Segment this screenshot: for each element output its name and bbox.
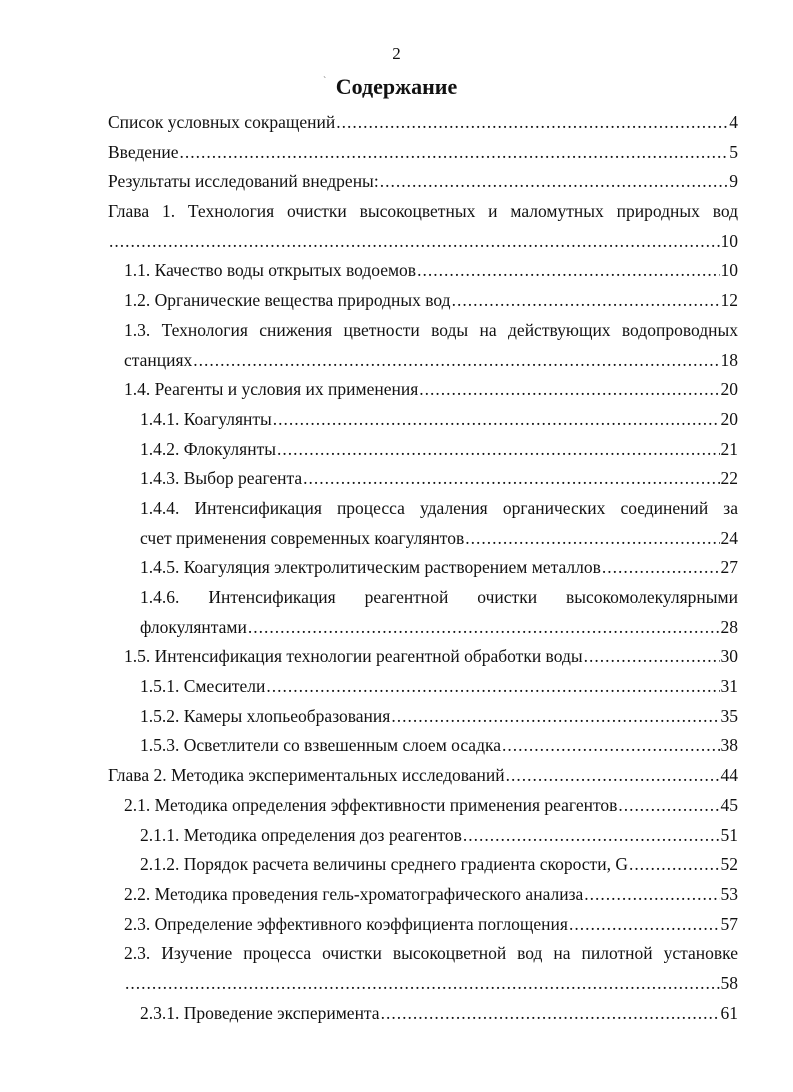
toc-entry-title: 1.4. Реагенты и условия их применения xyxy=(124,379,419,400)
toc-entry-page: 5 xyxy=(729,141,738,162)
toc-entry xyxy=(108,108,738,138)
toc-entry-page: 31 xyxy=(720,676,738,697)
page-number: 2 xyxy=(392,44,401,63)
page-title: Содержание xyxy=(335,74,458,99)
toc-entry-page: 51 xyxy=(720,824,738,845)
toc-entry-title: 1.5.2. Камеры хлопьеобразования xyxy=(140,705,391,726)
toc-entry xyxy=(108,672,738,702)
toc-entry-title: 1.4.5. Коагуляция электролитическим растворением металлов xyxy=(140,557,601,578)
toc-entry xyxy=(108,138,738,168)
toc-leader xyxy=(502,731,720,761)
toc-entry-title: 2.1. Методика определения эффективности применения реагентов xyxy=(124,794,618,815)
toc-entry-page: 10 xyxy=(720,260,738,281)
toc-entry-title: 1.4.3. Выбор реагента xyxy=(140,468,303,489)
toc-entry-title-line1: 1.4.4. Интенсификация процесса удаления органических соединений за xyxy=(140,497,738,518)
toc-entry-title: 2.2. Методика проведения гель-хроматографического анализа xyxy=(124,883,584,904)
toc-entry-title: 2.3.1. Проведение эксперимента xyxy=(140,1002,380,1023)
toc-entry-page: 52 xyxy=(720,854,738,875)
toc-entry-title-line2: станциях xyxy=(124,349,193,370)
toc-entry-title: 2.1.2. Порядок расчета величины среднего градиента скорости, G xyxy=(140,854,628,875)
toc-entry xyxy=(108,821,738,851)
toc-entry xyxy=(108,910,738,940)
toc-entry-title: 1.1. Качество воды открытых водоемов xyxy=(124,260,417,281)
toc-leader xyxy=(391,702,719,732)
toc-leader xyxy=(193,346,719,376)
toc-entry xyxy=(108,761,738,791)
toc-leader xyxy=(569,910,720,940)
toc-leader xyxy=(109,227,720,257)
toc-entry-page: 21 xyxy=(720,438,738,459)
toc-entry xyxy=(108,464,738,494)
toc-leader xyxy=(419,375,719,405)
toc-entry-page: 28 xyxy=(720,616,738,637)
toc-entry-page: 38 xyxy=(720,735,738,756)
toc-leader xyxy=(273,405,720,435)
toc-entry xyxy=(108,256,738,286)
toc-leader xyxy=(465,524,719,554)
toc-entry-page: 24 xyxy=(720,527,738,548)
toc-entry-title: 1.5.1. Смесители xyxy=(140,676,266,697)
toc-leader xyxy=(248,613,720,643)
toc-entry-page: 58 xyxy=(720,972,738,993)
toc-entry-page: 22 xyxy=(720,468,738,489)
toc-entry xyxy=(108,969,738,999)
toc-entry-title: 1.5.3. Осветлители со взвешенным слоем осадка xyxy=(140,735,501,756)
toc-entry xyxy=(108,286,738,316)
toc-leader xyxy=(452,286,720,316)
toc-entry xyxy=(108,731,738,761)
toc-entry-page: 12 xyxy=(720,290,738,311)
toc-leader xyxy=(417,256,719,286)
toc-entry xyxy=(108,227,738,257)
toc-leader xyxy=(180,138,729,168)
toc-entry xyxy=(108,642,738,672)
toc-entry-title-line1: 1.3. Технология снижения цветности воды на действующих водопроводных xyxy=(124,319,738,340)
toc-entry-page: 4 xyxy=(729,112,738,132)
toc-entry-page: 20 xyxy=(720,379,738,400)
toc-entry-title: 1.4.1. Коагулянты xyxy=(140,408,272,429)
toc-entry-page: 57 xyxy=(720,913,738,934)
table-of-contents xyxy=(108,108,738,1028)
toc-entry-title: Список условных сокращений xyxy=(108,112,336,132)
toc-entry-title: 2.1.1. Методика определения доз реагентов xyxy=(140,824,462,845)
toc-entry xyxy=(108,435,738,465)
toc-leader xyxy=(380,167,729,197)
toc-entry xyxy=(108,346,738,376)
toc-entry xyxy=(108,167,738,197)
toc-leader xyxy=(584,642,720,672)
toc-entry xyxy=(108,850,738,880)
toc-entry-page: 20 xyxy=(720,408,738,429)
toc-entry-page: 44 xyxy=(720,765,738,786)
toc-entry xyxy=(108,553,738,583)
toc-entry-title: 1.5. Интенсификация технологии реагентной обработки воды xyxy=(124,646,583,667)
toc-leader xyxy=(381,999,720,1029)
toc-entry-page: 18 xyxy=(720,349,738,370)
toc-entry-title: Результаты исследований внедрены: xyxy=(108,171,379,192)
toc-entry-title: Глава 2. Методика экспериментальных исследований xyxy=(108,765,505,786)
toc-entry-title: Введение xyxy=(108,141,179,162)
toc-entry xyxy=(108,999,738,1029)
toc-entry xyxy=(108,880,738,910)
toc-entry-page: 35 xyxy=(720,705,738,726)
toc-leader xyxy=(277,435,720,465)
toc-entry-page: 53 xyxy=(720,883,738,904)
toc-entry xyxy=(108,405,738,435)
toc-entry-title-line1: 2.3. Изучение процесса очистки высокоцветной вод на пилотной установке xyxy=(124,943,738,964)
toc-leader xyxy=(463,821,720,851)
toc-entry-page: 10 xyxy=(720,230,738,251)
toc-entry-page: 30 xyxy=(720,646,738,667)
toc-leader xyxy=(618,791,719,821)
toc-leader xyxy=(336,108,728,138)
toc-leader xyxy=(266,672,719,702)
toc-leader xyxy=(506,761,720,791)
toc-entry-page: 61 xyxy=(720,1002,738,1023)
toc-leader xyxy=(125,969,720,999)
toc-entry-page: 45 xyxy=(720,794,738,815)
toc-entry xyxy=(108,524,738,554)
toc-entry xyxy=(108,375,738,405)
toc-leader xyxy=(629,850,720,880)
toc-leader xyxy=(602,553,720,583)
toc-leader xyxy=(303,464,719,494)
toc-entry-title: 1.2. Органические вещества природных вод xyxy=(124,290,451,311)
toc-entry-page: 27 xyxy=(720,557,738,578)
toc-entry xyxy=(108,613,738,643)
toc-entry-title: 1.4.2. Флокулянты xyxy=(140,438,276,459)
toc-entry-page: 9 xyxy=(729,171,738,192)
toc-entry xyxy=(108,791,738,821)
toc-leader xyxy=(584,880,719,910)
toc-entry xyxy=(108,702,738,732)
toc-entry-title-line1: 1.4.6. Интенсификация реагентной очистки высокомолекулярными xyxy=(140,587,738,607)
toc-entry-title-line2: флокулянтами xyxy=(140,616,247,637)
stray-mark: ` xyxy=(323,76,327,87)
toc-entry-title: 2.3. Определение эффективного коэффициента поглощения xyxy=(124,913,568,934)
toc-entry-title-line1: Глава 1. Технология очистки высокоцветных и маломутных природных вод xyxy=(108,201,738,222)
toc-entry-title-line2: счет применения современных коагулянтов xyxy=(140,527,465,548)
